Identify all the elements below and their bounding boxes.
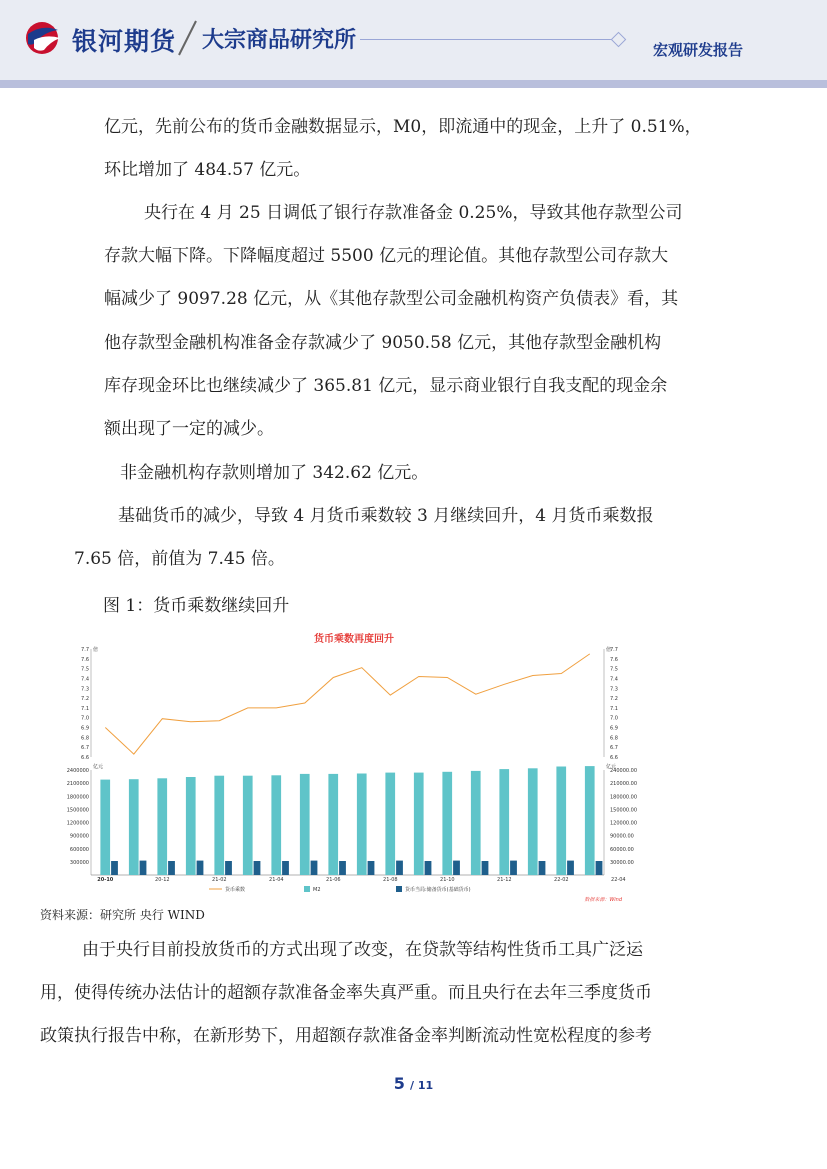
legend-label: 货币当局:储备货币(基础货币) bbox=[405, 887, 471, 893]
institute-name: 大宗商品研究所 bbox=[202, 28, 357, 53]
base-money-bar bbox=[168, 861, 175, 875]
bottom-y-tick-left: 1500000 bbox=[66, 807, 89, 814]
divider-slash bbox=[174, 18, 200, 58]
bottom-unit-label-right: 亿元 bbox=[606, 764, 617, 770]
m2-bar bbox=[357, 774, 367, 876]
paragraph-line: 环比增加了 484.57 亿元。 bbox=[104, 160, 311, 180]
base-money-bar bbox=[197, 861, 204, 875]
top-y-tick-right: 7.3 bbox=[610, 686, 618, 693]
top-y-tick-left: 6.9 bbox=[81, 725, 89, 732]
top-y-tick-right: 6.7 bbox=[610, 745, 618, 752]
paragraph-line: 用，使得传统办法估计的超额存款准备金率失真严重。而且央行在去年三季度货币 bbox=[40, 983, 652, 1003]
x-tick-label: 21-06 bbox=[326, 877, 341, 883]
bottom-y-tick-left: 600000 bbox=[69, 846, 89, 853]
bottom-y-tick-right: 180000.00 bbox=[610, 794, 638, 801]
money-multiplier-line bbox=[105, 654, 590, 754]
m2-bar bbox=[499, 769, 509, 875]
top-y-tick-left: 7.6 bbox=[81, 656, 89, 663]
top-unit-label-right: 倍 bbox=[606, 647, 612, 653]
base-money-bar bbox=[140, 861, 147, 875]
paragraph-line: 央行在 4 月 25 日调低了银行存款准备金 0.25%，导致其他存款型公司 bbox=[144, 203, 683, 223]
bottom-y-tick-left: 2100000 bbox=[66, 781, 89, 788]
header-underline bbox=[0, 80, 827, 88]
chart-credit: 数据来源：Wind bbox=[584, 897, 622, 903]
top-y-tick-left: 6.6 bbox=[81, 755, 89, 761]
top-y-tick-left: 7.3 bbox=[81, 686, 89, 693]
top-y-tick-left: 7.7 bbox=[81, 647, 89, 653]
paragraph-line: 政策执行报告中称，在新形势下，用超额存款准备金率判断流动性宽松程度的参考 bbox=[40, 1026, 652, 1046]
paragraph-line: 亿元，先前公布的货币金融数据显示，M0，即流通中的现金，上升了 0.51%， bbox=[104, 117, 702, 137]
base-money-bar bbox=[282, 861, 289, 875]
x-tick-label: 21-10 bbox=[440, 877, 455, 883]
top-y-tick-right: 6.6 bbox=[610, 755, 618, 761]
base-money-bar bbox=[539, 861, 546, 875]
m2-bar bbox=[271, 775, 281, 875]
m2-bar bbox=[300, 774, 310, 875]
paragraph-line: 存款大幅下降。下降幅度超过 5500 亿元的理论值。其他存款型公司存款大 bbox=[104, 246, 669, 266]
paragraph-line: 幅减少了 9097.28 亿元，从《其他存款型公司金融机构资产负债表》看，其 bbox=[104, 289, 679, 309]
paragraph-line: 他存款型金融机构准备金存款减少了 9050.58 亿元，其他存款型金融机构 bbox=[104, 333, 662, 353]
bottom-y-tick-left: 300000 bbox=[69, 859, 89, 866]
chart-svg bbox=[66, 627, 638, 907]
x-tick-label: 20-12 bbox=[155, 877, 170, 883]
top-y-tick-left: 7.0 bbox=[81, 715, 89, 722]
legend-label: 货币乘数 bbox=[225, 887, 246, 893]
m2-bar bbox=[129, 779, 139, 875]
page-total: 11 bbox=[417, 1079, 434, 1092]
top-y-tick-left: 7.5 bbox=[81, 666, 89, 673]
x-tick-label: 22-02 bbox=[554, 877, 569, 883]
base-money-bar bbox=[396, 861, 403, 875]
figure-caption: 图 1：货币乘数继续回升 bbox=[103, 596, 290, 616]
bottom-y-tick-right: 210000.00 bbox=[610, 781, 638, 788]
base-money-bar bbox=[425, 861, 432, 875]
money-multiplier-chart bbox=[66, 627, 638, 907]
top-y-tick-right: 7.5 bbox=[610, 666, 618, 673]
m2-bar bbox=[556, 767, 566, 876]
top-y-tick-right: 7.7 bbox=[610, 647, 618, 653]
top-unit-label: 倍 bbox=[93, 647, 99, 653]
top-y-tick-left: 7.4 bbox=[81, 676, 89, 683]
m2-bar bbox=[585, 766, 595, 875]
bottom-y-tick-right: 90000.00 bbox=[610, 833, 634, 840]
top-y-tick-right: 7.2 bbox=[610, 696, 618, 703]
bottom-unit-label: 亿元 bbox=[93, 764, 104, 770]
report-type: 宏观研发报告 bbox=[653, 41, 744, 59]
m2-bar bbox=[214, 776, 224, 875]
top-y-tick-right: 7.0 bbox=[610, 715, 618, 722]
bottom-y-tick-left: 900000 bbox=[69, 833, 89, 840]
top-y-tick-right: 6.9 bbox=[610, 725, 618, 732]
m2-bar bbox=[414, 773, 424, 875]
base-money-bar bbox=[339, 861, 346, 875]
bottom-y-tick-right: 120000.00 bbox=[610, 820, 638, 827]
m2-bar bbox=[157, 778, 167, 875]
top-y-tick-left: 6.8 bbox=[81, 735, 89, 742]
paragraph-line: 基础货币的减少，导致 4 月货币乘数较 3 月继续回升，4 月货币乘数报 bbox=[118, 506, 654, 526]
bottom-y-tick-right: 30000.00 bbox=[610, 859, 634, 866]
m2-bar bbox=[100, 780, 110, 875]
top-y-tick-right: 7.1 bbox=[610, 705, 618, 712]
top-y-tick-right: 7.6 bbox=[610, 656, 618, 663]
x-tick-label: 21-02 bbox=[212, 877, 227, 883]
paragraph-line: 额出现了一定的减少。 bbox=[104, 419, 274, 439]
bottom-y-tick-left: 1200000 bbox=[66, 820, 89, 827]
header-decor-line bbox=[360, 39, 618, 40]
top-y-tick-left: 6.7 bbox=[81, 745, 89, 752]
paragraph-line: 由于央行目前投放货币的方式出现了改变，在贷款等结构性货币工具广泛运 bbox=[82, 940, 643, 960]
paragraph-line: 7.65 倍，前值为 7.45 倍。 bbox=[74, 549, 285, 569]
galaxy-logo-icon bbox=[24, 20, 64, 56]
base-money-bar bbox=[482, 861, 489, 875]
page-number: 5 / 11 bbox=[393, 1074, 434, 1093]
bottom-y-tick-right: 60000.00 bbox=[610, 846, 634, 853]
base-money-bar bbox=[111, 861, 118, 875]
bottom-y-tick-left: 2400000 bbox=[66, 768, 89, 774]
top-y-tick-right: 7.4 bbox=[610, 676, 618, 683]
x-tick-label: 21-08 bbox=[383, 877, 398, 883]
m2-bar bbox=[243, 776, 253, 875]
top-y-tick-left: 7.2 bbox=[81, 696, 89, 703]
x-tick-label: 20-10 bbox=[97, 877, 114, 883]
x-tick-label: 22-04 bbox=[611, 877, 626, 883]
m2-bar bbox=[385, 773, 395, 875]
bottom-y-tick-left: 1800000 bbox=[66, 794, 89, 801]
base-money-bar bbox=[567, 861, 574, 875]
header-decor-diamond bbox=[611, 32, 627, 48]
top-y-tick-left: 7.1 bbox=[81, 705, 89, 712]
legend-m2-swatch bbox=[304, 886, 310, 892]
base-money-bar bbox=[368, 861, 375, 875]
base-money-bar bbox=[453, 861, 460, 875]
legend-label: M2 bbox=[313, 887, 321, 893]
m2-bar bbox=[528, 768, 538, 875]
m2-bar bbox=[328, 774, 338, 875]
paragraph-line: 非金融机构存款则增加了 342.62 亿元。 bbox=[120, 463, 429, 483]
page-header bbox=[0, 0, 827, 80]
paragraph-line: 库存现金环比也继续减少了 365.81 亿元，显示商业银行自我支配的现金余 bbox=[104, 376, 668, 396]
legend-base-swatch bbox=[396, 886, 402, 892]
base-money-bar bbox=[225, 861, 232, 875]
base-money-bar bbox=[311, 861, 318, 875]
m2-bar bbox=[186, 777, 196, 875]
base-money-bar bbox=[254, 861, 261, 875]
bottom-y-tick-right: 240000.00 bbox=[610, 768, 638, 774]
company-name: 银河期货 bbox=[72, 27, 177, 56]
top-y-tick-right: 6.8 bbox=[610, 735, 618, 742]
bottom-y-tick-right: 150000.00 bbox=[610, 807, 638, 814]
source-note: 资料来源：研究所 央行 WIND bbox=[40, 908, 205, 922]
m2-bar bbox=[442, 772, 452, 875]
page-current: 5 bbox=[393, 1074, 405, 1093]
m2-bar bbox=[471, 771, 481, 875]
chart-title: 货币乘数再度回升 bbox=[314, 634, 394, 645]
x-tick-label: 21-04 bbox=[269, 877, 284, 883]
x-tick-label: 21-12 bbox=[497, 877, 512, 883]
base-money-bar bbox=[596, 861, 603, 875]
base-money-bar bbox=[510, 861, 517, 875]
